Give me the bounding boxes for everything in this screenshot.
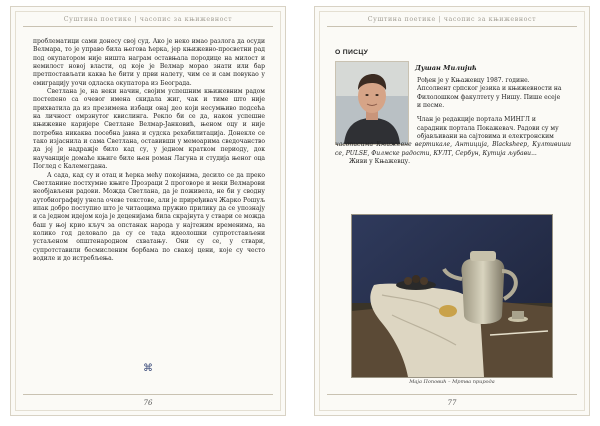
left-page [10,6,286,416]
bio-line: часописима Књижевне вертикале, Антиција, Blacksheep, Култивиши се, PULSE, Филмске радости, КУЛТ, Сербун, Кутија љубави... [335,141,571,157]
header-rule [23,26,273,27]
author-name: Душан Милијић [415,64,477,72]
running-head: Суштина поетике | часопис за књижевност [367,16,537,23]
page-number: 76 [143,399,153,407]
ornament-icon: ⌘ [143,363,153,374]
bio-line: Живи у Књажевцу. [349,158,411,166]
page-number: 77 [447,399,457,407]
body-text [33,38,265,263]
author-bio [335,77,571,166]
bio-line: Апсолвент српског језика и књижевности на [417,85,562,93]
paragraph: А сада, кад су и отац и ћерка мећу покојнима, десило се да преко Светланине постхумне књиге Прозраци 2 проговоре и неки Велмарови необјављени радови. Можда Светлана, да је поживела, не би у сводну аутобиографију унела очеве текстове, али је приређивач Жарко Рошуљ ипак добро поступио што је читаоцима пружио прилику да се упознају и са једном идејом која је деценијама била скрајнута у ствари се можда баш у њој крио кључ за опстанак народа у најтежим временима, на колико год деловало да су се тада идеолошки супротстављени устаљеном општенародном схватању. Они су се, у ствари, супротставили бесмисленим борбама по свакој цени, које су често водиле и до истребљења. [33,171,265,262]
section-title: О ПИСЦУ [335,49,369,56]
bio-line: Филолошком факултету у Нишу. Пише есеје [417,93,561,101]
footer-rule [23,394,273,395]
still-life-painting-icon [352,215,552,377]
running-head: Суштина поетике | часопис за књижевност [63,16,233,23]
painting-caption: Маја Поповић – Мртва природа [409,379,495,385]
bio-line: сарадник портала Покажевач. Радови су му [417,124,559,132]
painting-image [351,214,553,378]
header-rule [327,26,577,27]
bio-line: Рођен је у Књажевцу 1987. године. [417,77,530,84]
footer-rule [327,394,577,395]
right-page [314,6,590,416]
bio-line: и песме. [417,102,445,110]
paragraph: проблематици сами донесу свој суд. Ако је неко имао разлога да осуди Велмара, то је управо била његова ћерка, јер књижевно-просветни рад под окупатором није ништа награм оставњала породице на милост и немилост новој власти, од које је Велмар морао знати или бар претпостављати каква ће бити у први налету, чим се и сам повукао у емиграцију уочи одласка окупатора из Београда. [33,38,265,87]
bio-line: Члан је редакције портала МИНГЛ и [417,116,536,124]
bio-line: објављивани на сајтовима и електронским [417,133,554,141]
paragraph: Светлана је, на неки начин, својим успешним књижевним радом постепено са очевог имена скидала жиг, чак и тиме што није прихватила да из презимена избаци онај део који несумњиво подсећа на личност омрзнутог квислинга. Рекло би се да, након успешне књижевне каријере Светлане Велмар-Јанковић, њеном оцу и није потребна никаква посебна јавна и судска рехабилитација. Донекле се тако изјаснила и сама Светлана, оставивши у мемоарима сведочанство да јој је надражје било кад су, у једном кратком периоду, док научанције домаће књиге биле њен роман Лагуна и студија њеног оца Поглед с Калемегдана. [33,88,265,171]
